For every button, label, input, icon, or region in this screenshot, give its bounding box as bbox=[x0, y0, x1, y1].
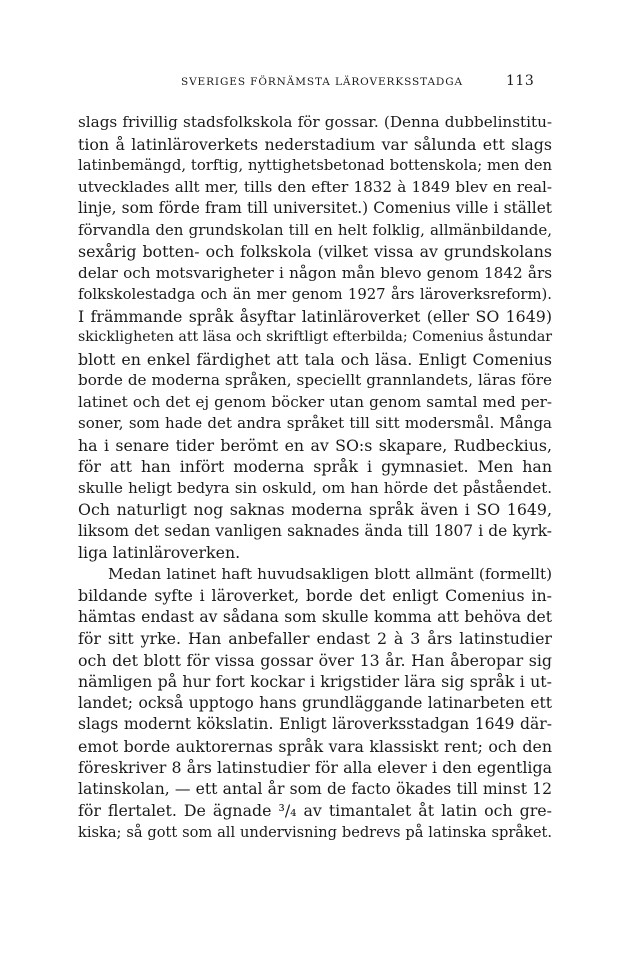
text-line: bildande syfte i läroverket, borde det enligt Comenius in- bbox=[78, 586, 552, 605]
text-line: förvandla den grundskolan till en helt folklig, allmänbildande, bbox=[78, 220, 552, 239]
text-line: soner, som hade det andra språket till sitt modersmål. Många bbox=[78, 414, 552, 432]
text-line: Och naturligt nog saknas moderna språk även i SO 1649, bbox=[78, 500, 552, 519]
text-line: latinskolan, — ett antal år som de facto ökades till minst 12 bbox=[78, 779, 552, 798]
text-line: delar och motsvarigheter i någon mån blevo genom 1842 års bbox=[78, 263, 552, 282]
text-line: borde de moderna språken, speciellt grannlandets, läras före bbox=[78, 371, 552, 389]
text-line: slags modernt kökslatin. Enligt läroverksstadgan 1649 där- bbox=[78, 715, 552, 733]
text-line: liksom det sedan vanligen saknades ända till 1807 i de kyrk- bbox=[78, 521, 552, 540]
text-line: ha i senare tider berömt en av SO:s skapare, Rudbeckius, bbox=[78, 435, 552, 455]
page-number: 113 bbox=[506, 73, 535, 89]
text-line: liga latinläroverken. bbox=[78, 543, 241, 562]
text-line: latinet och det ej genom böcker utan genom samtal med per- bbox=[78, 392, 552, 411]
body-text bbox=[78, 112, 552, 843]
text-line: kiska; så gott som all undervisning bedrevs på latinska språket. bbox=[78, 823, 552, 841]
text-line: skickligheten att läsa och skriftligt efterbilda; Comenius åstundar bbox=[78, 329, 553, 345]
text-line: och det blott för vissa gossar över 13 år. Han åberopar sig bbox=[78, 650, 552, 670]
text-line: blott en enkel färdighet att tala och läsa. Enligt Comenius bbox=[78, 349, 552, 369]
text-line: tion å latinläroverkets nederstadium var sålunda ett slags bbox=[78, 134, 552, 154]
text-line: nämligen på hur fort kockar i krigstider lära sig språk i ut- bbox=[78, 672, 552, 691]
text-line: I främmande språk åsyftar latinläroverket (eller SO 1649) bbox=[78, 306, 552, 326]
text-line: för att han infört moderna språk i gymnasiet. Men han bbox=[78, 457, 552, 476]
text-line: för flertalet. De ägnade ³/₄ av timantalet åt latin och gre- bbox=[78, 801, 552, 820]
text-line: folkskolestadga och än mer genom 1927 års läroverksreform). bbox=[78, 286, 552, 303]
running-head: SVERIGES FÖRNÄMSTA LÄROVERKSSTADGA bbox=[180, 76, 464, 88]
text-line: Medan latinet haft huvudsakligen blott allmänt (formellt) bbox=[108, 564, 552, 583]
text-line: linje, som förde fram till universitet.) Comenius ville i stället bbox=[78, 199, 552, 217]
text-line: föreskriver 8 års latinstudier för alla elever i den egentliga bbox=[78, 758, 552, 777]
text-line: skulle heligt bedyra sin oskuld, om han hörde det påståendet. bbox=[78, 478, 552, 497]
text-line: för sitt yrke. Han anbefaller endast 2 à 3 års latinstudier bbox=[78, 629, 552, 648]
text-line: utvecklades allt mer, tills den efter 1832 à 1849 blev en real- bbox=[78, 177, 552, 196]
text-line: hämtas endast av sådana som skulle komma att behöva det bbox=[78, 607, 552, 626]
paragraph-2 bbox=[78, 564, 552, 844]
text-line: sexårig botten- och folkskola (vilket vissa av grundskolans bbox=[78, 242, 552, 261]
paragraph-1 bbox=[78, 112, 552, 564]
text-line: latinbemängd, torftig, nyttighetsbetonad bottenskola; men den bbox=[78, 157, 552, 174]
text-line: slags frivillig stadsfolkskola för gossar. (Denna dubbelinstitu- bbox=[78, 113, 552, 131]
text-line: landet; också upptogo hans grundläggande latinarbeten ett bbox=[78, 693, 552, 712]
text-line: emot borde auktorernas språk vara klassiskt rent; och den bbox=[78, 736, 552, 756]
